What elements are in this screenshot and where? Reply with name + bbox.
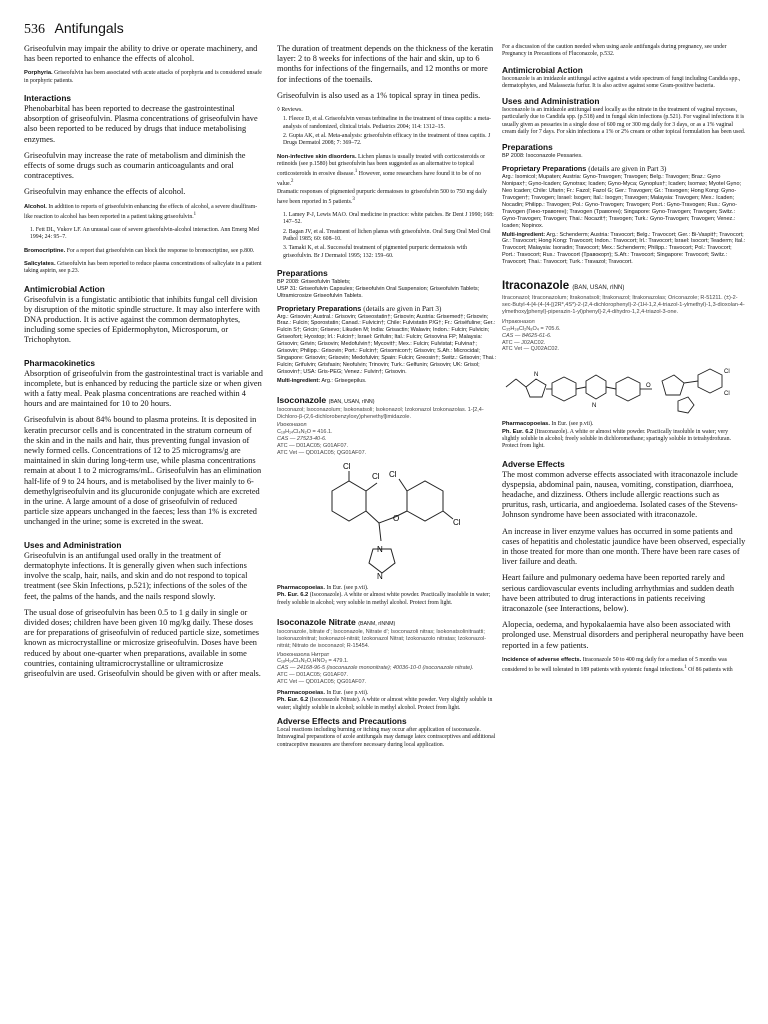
synonyms: Isoconazole, bitrate d'; Isoconazole, Nitrate d'; Isoconazoli nitras; Isokonatsolinitraatti; Isokonazolnitrat; Isokonazol-nitrát; Izokonazol Nitrat; Izokonazolo nitratas; Izokonazol-nitrát; Nitrato de isoconazol; R-15454.	[277, 628, 487, 649]
monograph-title-itraconazole: Itraconazole (BAN, USAN, rINN)	[502, 280, 625, 293]
cl-label: Cl	[724, 391, 730, 398]
reference: 1. Fett DL, Vukov LF. An unusual case of severe griseofulvin-alcohol interaction. Ann Emerg Med 1994; 24: 95–7.	[30, 227, 260, 241]
running-section-title: Antifungals	[54, 20, 124, 36]
ph-eur-description: Ph. Eur. 6.2 (Itraconazole). A white or almost white powder. Practically insoluble in water; very slightly soluble in alcohol; freely soluble in dichloromethane; sparingly soluble in tetrahydrofuran. Protect from light.	[502, 428, 731, 450]
reference: 1. Fleece D, et al. Griseofulvin versus terbinafine in the treatment of tinea capitis: a meta-analysis of randomized, clinical trials. Pediatrics 2004; 114: 1312–15.	[283, 116, 491, 130]
paragraph: Phenobarbital has been reported to decrease the gastrointestinal absorption of griseofulvin. Plasma concentrations of griseofulvin have also been reported to be reduced by drugs that induce metabolising enzymes.	[24, 104, 258, 144]
paragraph: Griseofulvin is about 84% bound to plasma proteins. It is deposited in keratin precursor cells and is concentrated in the stratum corneum of the skin and in the nails and hair, thus preventing fungal invasion of newly formed cells. Concentrations of 12 to 25 micrograms/g are maintained in skin during long-term use, while plasma concentrations remain at about 1 to 2 micrograms/mL. Griseofulvin has an elimination half-life of 9 to 24 hours, and is metabolised by the liver mainly to 6-demethylgriseofulvin and its glucuronide conjugate which are excreted in the urine. A large amount of a dose of griseofulvin of reduced particle size appears unchanged in the faeces; less than 1% is excreted unchanged in the urine; some is excreted in the sweat.	[24, 415, 262, 527]
atc-vet-code: ATC Vet — QD01AC05; QG01AF07.	[277, 679, 367, 686]
section-heading-pharmacokinetics: Pharmacokinetics	[24, 357, 96, 368]
paragraph: Alopecia, oedema, and hypokalaemia have also been associated with prolonged use. Menstrual disorders and peripheral neuropathy have been reported in a few patients.	[502, 620, 744, 650]
paragraph: The usual dose of griseofulvin has been 0.5 to 1 g daily in single or divided doses; children have been given 10 mg/kg daily. These doses are for preparations of griseofulvin of reduced particle size, sometimes known as microcrystalline or microsize griseofulvin. Doses have been reduced by about one-quarter when preparations, available in some countries, containing ultramicrocrystalline or ultramicrosize griseofulvin are used. Griseofulvin should be given with or after meals.	[24, 607, 261, 678]
paragraph: Isoconazole is an imidazole antifungal active against a wide spectrum of fungi including Candida spp., dermatophytes, and Malassezia furfur. It is also active against some Gram-positive bacteria.	[502, 75, 741, 89]
proprietary-heading: Proprietary Preparations (details are given in Part 3)	[277, 303, 442, 313]
section-heading-adverse-effects: Adverse Effects	[502, 458, 565, 469]
bp-preparations: BP 2008: Isoconazole Pessaries.	[502, 153, 583, 160]
column-left	[24, 44, 263, 685]
cyrillic-name: Изоконазола Нитрат	[277, 651, 330, 658]
reference: 1. Lamey P-J, Lewis MAO. Oral medicine in practice: white patches. Br Dent J 1990; 168: 147–52.	[283, 212, 494, 226]
cl-label: Cl	[724, 369, 730, 376]
paragraph: Intravaginal preparations of azole antifungals may damage latex contraceptives and additional contraceptive measures are therefore necessary during local application.	[277, 734, 496, 748]
pharmacopoeias: Pharmacopoeias. In Eur. (see p.vii).	[277, 690, 369, 697]
paragraph: Griseofulvin may increase the rate of metabolism and diminish the effects of some drugs such as coumarin anticoagulants and oral contraceptives.	[24, 150, 246, 181]
pharmacopoeias: Pharmacopoeias. In Eur. (see p.vii).	[502, 421, 594, 428]
reviews-label: ◊ Reviews.	[277, 107, 303, 114]
cas-number: CAS — 84625-61-6.	[502, 332, 552, 339]
n-label: N	[377, 544, 383, 554]
reference: 3. Tamaki K, et al. Successful treatment of pigmented purpuric dermatosis with griseofulvin. Br J Dermatol 1995; 132: 159–60.	[283, 245, 467, 259]
section-heading-interactions: Interactions	[24, 93, 72, 103]
bromocriptine-note: Bromocriptine. For a report that griseofulvin can block the response to bromocriptine, see p.800.	[24, 247, 255, 254]
paragraph: Griseofulvin may enhance the effects of alcohol.	[24, 187, 186, 197]
synonyms: Isoconazol; Isoconazolum; Isokonatsoli; Isokonazol; Izokonazol Izokonazolas. 1-[2,4-Dichloro-β-(2,6-dichlorobenzyloxy)phenethyl]imidazole.	[277, 406, 484, 420]
paragraph: An increase in liver enzyme values has occurred in some patients and cases of hepatitis and cholestatic jaundice have been observed, especially in those treated for more than one month. There have been rare cases of liver failure and death.	[502, 526, 746, 567]
paragraph: Isoconazole is an imidazole antifungal used locally as the nitrate in the treatment of vaginal mycoses, particularly due to Candida spp. (p.518) and in fungal skin infections (p.521). For vaginal infections it is usually given as pessaries in a single dose of 600 mg or 300 mg daily for 3 days, or as a 1% vaginal cream daily for 7 days. For skin infections a 1% or 2% cream or other topical formulation has been used.	[502, 107, 746, 136]
cas-number: CAS — 27523-40-6.	[277, 436, 327, 443]
o-label: O	[646, 383, 651, 390]
cyrillic-name: Итраконазол	[502, 318, 535, 325]
ph-eur-description: Ph. Eur. 6.2 (Isoconazole). A white or almost white powder. Practically insoluble in water; freely soluble in alcohol; very soluble in methyl alcohol. Protect from light.	[277, 592, 491, 606]
monograph-title-isoconazole-nitrate: Isoconazole Nitrate (BANM, rINNM)	[277, 616, 396, 627]
paragraph: Absorption of griseofulvin from the gastrointestinal tract is variable and incomplete, but is enhanced by reducing the particle size or when given with a fatty meal. Peak plasma concentrations are reached within 4 hours and are maintained for 10 to 20 hours.	[24, 368, 263, 409]
pharmacopoeias: Pharmacopoeias. In Eur. (see p.vii).	[277, 584, 369, 591]
column-right	[502, 44, 746, 680]
proprietary-heading: Proprietary Preparations (details are given in Part 3)	[502, 164, 667, 174]
atc-vet-code: ATC Vet — QD01AC05; QG01AF07.	[277, 450, 367, 457]
proprietary-list: Arg.: Grisovin; Austral.: Grisovin; Griseostatin†; Grisovin; Austria: Grisemed†; Grisovin; Braz.: Fulcin; Sporostatin; Canad.: Fulvicin†; Chile: Fulvistatin P/G†; Fr.: Griséfuline; Ger.: Fulcin S†; Gricin; Grisevo; Likuden M; India: Grisactin; Walavin; Indon.: Fulcin; Fulvicin; Griseofort; Hyostop; Irl.: Fulcin†; Israel: Grifulin; Ital.: Fulcin; Grisovina FP; Malaysia: Grisovin; Grivin; Grisovin; Medofulvin†; Mycovit†; Mex.: Fulcin; Fulvistat; Fulvina†; Grisovin; Philipp.: Grisovin; Port.: Fulcin†; Grisomicon†; Grisovin; S.Afr.: Microcidal; Singapore: Grisovin; Grisovin; Medofulvin; Spain: Fulcin; Greosin†; Switz.: Grisovin; Thai.: Fulcin; Grifulvin; Grisfasin; Neofulvin; Trinovin; Turk.: Gelfunin; Grisovin; UK: Grisol; Grisovin†; USA: Gris-PEG; Venez.: Fulvin†; Grisovin.	[277, 313, 497, 375]
non-infective-note: Non-infective skin disorders. Lichen planus is usually treated with corticosteroids or retinoids (see p.1580) but griseofulvin has been suggested as an alternative to topical corticosteroids in erosive disease.$^1$ However, some researchers have found it to be of no value.$^2$ Dramatic responses of pigmented purpuric dermatoses to griseofulvin 500 to 750 mg daily have been reported in 5 patients.$^3$	[277, 153, 487, 205]
paragraph: Griseofulvin is also used as a 1% topical spray in tinea pedis.	[277, 90, 481, 100]
paragraph: Heart failure and pulmonary oedema have been reported rarely and serious cardiovascular events including arrhythmias and sudden death have been attributed to drug interactions in patients receiving itraconazole (see Interactions, below).	[502, 573, 735, 613]
column-middle	[277, 44, 497, 755]
paragraph: The most common adverse effects associated with itraconazole include dyspepsia, abdominal pain, nausea, vomiting, constipation, diarrhoea, headache, and dizziness. Others include allergic reactions such as pruritus, rash, urticaria, and angioedema. Isolated cases of the Stevens-Johnson syndrome have been associated with itraconazole.	[502, 469, 738, 520]
synonyms: Itraconazol; Itraconazolum; Itrakonatsoli; Itrakonazol; Itrakonazolas; Oriconazole; R-51211. (±)-2-sec-Butyl-4-[4-(4-{4-[(2R*,4S*)-2-(2,4-dichlorophenyl)-2-(1H-1,2,4-triazol-1-ylmethyl)-1,3-dioxolan-4-ylmethoxy]phenyl}-piperazin-1-yl)phenyl]-2,4-dihydro-1,2,4-triazol-3-one.	[502, 295, 745, 315]
cyrillic-name: Изоконазол	[277, 422, 307, 429]
bp-preparations: BP 2008: Griseofulvin Tablets;	[277, 278, 351, 285]
multi-ingredient: Multi-ingredient: Arg.: Schenderm; Austria: Travocort; Belg.: Travocort; Ger.: Bi-Vaspit†; Travocort; Gr.: Travocort; Hong Kong: Travocort; Indon.: Travocort; Irl.: Travocort; Israel: Isocort; Teaderm; Ital.: Travocort; Malaysia: Isoradin; Travocort; Mex.: Schenderm; Philipp.: Travocort; Pol.: Travocort; Port.: Travocort; Rus.: Travocort (Травокорт); S.Afr.: Travocort; Singapore: Travocort; Switz.: Travocort; Thai.: Travocort; Turk.: Travazol; Travocort.	[502, 231, 746, 266]
paragraph: Local reactions including burning or itching may occur after application of isoconazole.	[277, 726, 481, 733]
section-heading-preparations: Preparations	[502, 142, 553, 153]
isoconazole-structure	[277, 461, 477, 581]
n-label: N	[534, 372, 539, 379]
ph-eur-description: Ph. Eur. 6.2 (Isoconazole Nitrate). A white or almost white powder. Very slightly soluble in water; slightly soluble in alcohol; soluble in methyl alcohol. Protect from light.	[277, 697, 493, 711]
monograph-title-isoconazole: Isoconazole (BAN, USAN, rINN)	[277, 394, 375, 405]
itraconazole-structure	[502, 357, 746, 417]
formula: C₁₈H₁₄Cl₄N₂O = 416.1.	[277, 429, 333, 436]
cl-label: Cl	[372, 471, 380, 481]
proprietary-list: Arg.: Isomicol; Mupaten; Austria: Gyno-Travogen; Travogen; Belg.: Travogen; Braz.: Gyno Nonipax†; Gyno-Icaden; Gynotrax; Icaden; Gyno-Myca; Gynoplus†; Icaden; Isomax; Myotel Gyno; Neo Icaden; Chile: Ufarin; Fr.: Fazol; Fazol G; Ger.: Travogen; Gr.: Travogen; Hong Kong: Gyno-Travogen†; Travogen; Israel: Isogen; Ital.: Isogyn; Travogen; Malaysia: Travogen; Mex.: Icaden; Nocadin; Philipp.: Travogen; Pol.: Gyno-Travogen; Travogen; Port.: Gyno-Travogen; Rus.: Gyno-Travogen (Гино-травоген); Travogen (Травоген); Singapore: Gyno-Travogen; Travogen; Switz.: Gyno-Travogen; Travogen; Thai.: Nocazit†; Travogen; Turk.: Gyno-Travogen; Travogen; Venez.: Icaden; Nopinox.	[502, 174, 742, 229]
n-label: N	[377, 571, 383, 581]
o-label: O	[393, 513, 400, 523]
section-heading-preparations: Preparations	[277, 267, 328, 278]
section-heading-adverse-effects: Adverse Effects and Precautions	[277, 715, 407, 726]
page-number: 536	[24, 22, 45, 37]
section-heading-antimicrobial: Antimicrobial Action	[502, 64, 583, 75]
page-header	[24, 20, 124, 38]
cl-label: Cl	[343, 461, 351, 471]
alcohol-note: Alcohol. In addition to reports of griseofulvin enhancing the effects of alcohol, a severe disulfiram-like reaction to alcohol has been reported in a patient taking griseofulvin.$^1$	[24, 203, 258, 220]
incidence-note: Incidence of adverse effects. Itraconazole 50 to 400 mg daily for a median of 5 months was considered to be well tolerated in 189 patients with systemic fungal infections.$^1$ Of 86 patients with	[502, 656, 733, 673]
cl-label: Cl	[453, 517, 461, 527]
section-heading-antimicrobial: Antimicrobial Action	[24, 283, 105, 294]
atc-code: ATC — J02AC02.	[502, 339, 546, 346]
formula: C₃₅H₃₈Cl₂N₈O₄ = 705.6.	[502, 325, 561, 332]
cl-label: Cl	[389, 469, 397, 479]
section-heading-uses: Uses and Administration	[502, 96, 600, 107]
formula: C₁₈H₁₄Cl₄N₂O,HNO₃ = 479.1.	[277, 658, 349, 665]
reference: 2. Bagan JV, et al. Treatment of lichen planus with griseofulvin. Oral Surg Oral Med Oral Pathol 1985; 60: 608–10.	[283, 228, 491, 242]
atc-code: ATC — D01AC05; G01AF07.	[277, 443, 349, 450]
paragraph: Griseofulvin may impair the ability to drive or operate machinery, and has been reported to enhance the effects of alcohol.	[24, 44, 258, 64]
multi-ingredient: Multi-ingredient: Arg.: Grisegepilus.	[277, 377, 367, 384]
paragraph: Griseofulvin is a fungistatic antibiotic that inhibits fungal cell division by disruption of the mitotic spindle structure. It may also interfere with DNA production. It is active against the common dermatophytes, including some species of Epidermophyton, Microsporum, or Trichophyton.	[24, 294, 260, 345]
paragraph: For a discussion of the caution needed when using azole antifungals during pregnancy, see under Pregnancy in Precautions of Fluconazole, p.532.	[502, 44, 727, 58]
usp-preparations: USP 31: Griseofulvin Capsules; Griseofulvin Oral Suspension; Griseofulvin Tablets; Ultramicrosize Griseofulvin Tablets.	[277, 285, 480, 299]
atc-code: ATC — D01AC05; G01AF07.	[277, 672, 349, 679]
atc-vet-code: ATC Vet — QJ02AC02.	[502, 346, 560, 353]
n-label: N	[592, 403, 597, 410]
porphyria-note: Porphyria. Griseofulvin has been associated with acute attacks of porphyria and is considered unsafe in porphyric patients.	[24, 70, 262, 84]
reference: 2. Gupta AK, et al. Meta-analysis: griseofulvin efficacy in the treatment of tinea capitis. J Drugs Dermatol 2008; 7: 369–72.	[283, 132, 491, 147]
salicylates-note: Salicylates. Griseofulvin has been reported to reduce plasma concentrations of salicylate in a patient taking aspirin, see p.23.	[24, 261, 262, 275]
cas-number: CAS — 24168-96-5 (isoconazole mononitrate); 40036-10-0 (isoconazole nitrate).	[277, 665, 474, 672]
paragraph: The duration of treatment depends on the thickness of the keratin layer: 2 to 8 weeks for infections of the hair and skin, up to 6 months for infections of the fingernails, and 12 months or more for infections of the toenails.	[277, 44, 494, 84]
paragraph: Griseofulvin is an antifungal used orally in the treatment of dermatophyte infections. It is generally given when such infections involve the scalp, hair, nails, and skin and do not respond to topical treatment (see Skin Infections, p.521); infections of the soles of the feet, the palms of the hands, and the nails respond slowly.	[24, 550, 248, 601]
section-heading-uses: Uses and Administration	[24, 539, 122, 550]
